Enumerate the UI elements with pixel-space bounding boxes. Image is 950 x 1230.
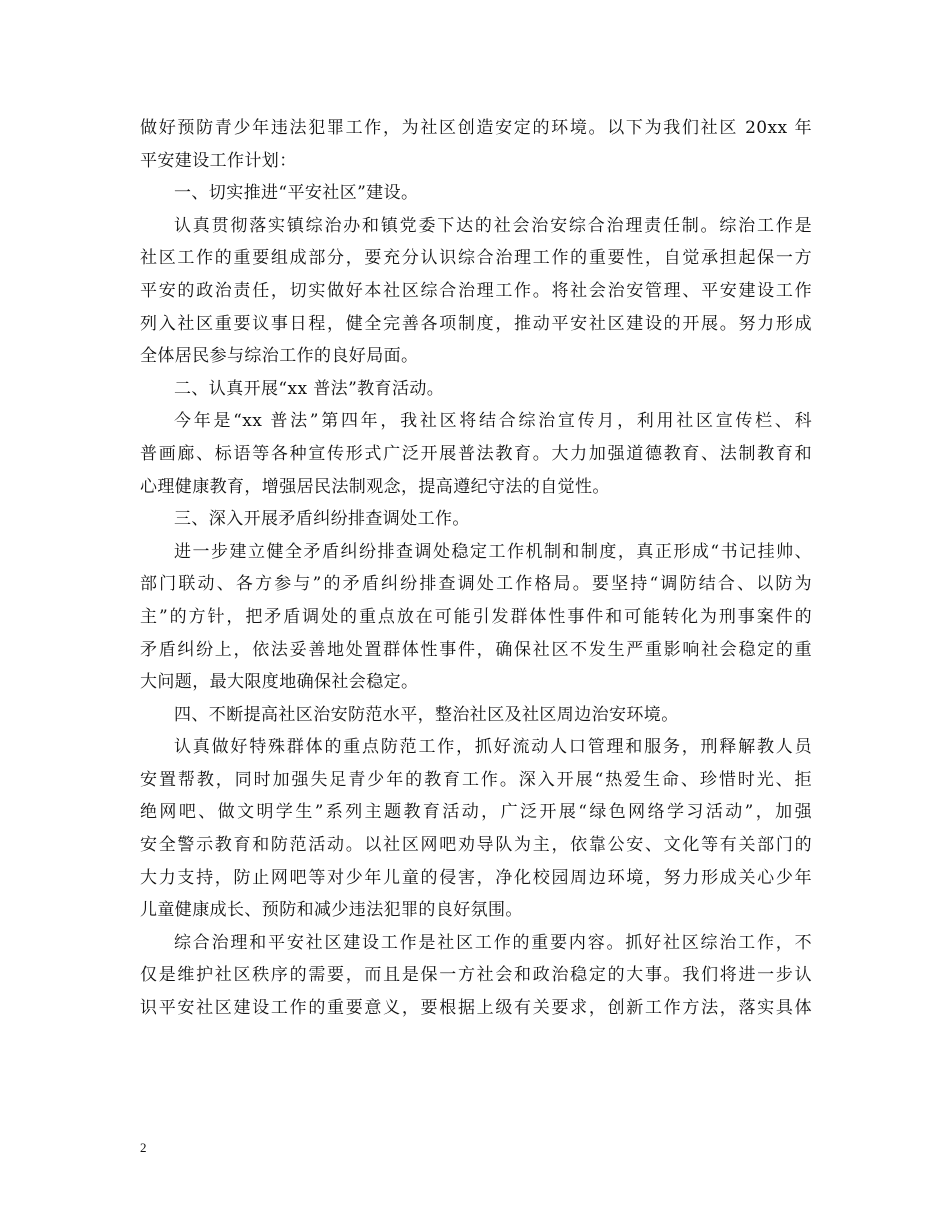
text-line: 认真做好特殊群体的重点防范工作，抓好流动人口管理和服务，刑释解教人员 <box>174 737 812 758</box>
text-line: 安置帮教，同时加强失足青少年的教育工作。深入开展“热爱生命、珍惜时光、拒 <box>140 769 812 790</box>
text-line: 四、不断提高社区治安防范水平，整治社区及社区周边治安环境。 <box>174 704 679 725</box>
text-line: 仅是维护社区秩序的需要，而且是保一方社会和政治稳定的大事。我们将进一步认 <box>140 965 812 986</box>
text-line: 大问题，最大限度地确保社会稳定。 <box>140 672 419 693</box>
text-line: 综合治理和平安社区建设工作是社区工作的重要内容。抓好社区综治工作，不 <box>174 932 812 953</box>
text-line: 安全警示教育和防范活动。以社区网吧劝导队为主，依靠公安、文化等有关部门的 <box>140 835 812 856</box>
text-line: 认真贯彻落实镇综治办和镇党委下达的社会治安综合治理责任制。综治工作是 <box>174 215 812 236</box>
text-line: 全体居民参与综治工作的良好局面。 <box>140 346 419 367</box>
text-line: 进一步建立健全矛盾纠纷排查调处稳定工作机制和制度，真正形成“书记挂帅、 <box>174 541 812 562</box>
text-line: 儿童健康成长、预防和减少违法犯罪的良好氛围。 <box>140 900 523 921</box>
text-line: 绝网吧、做文明学生”系列主题教育活动，广泛开展“绿色网络学习活动”，加强 <box>140 802 812 823</box>
text-line: 平安的政治责任，切实做好本社区综合治理工作。将社会治安管理、平安建设工作 <box>140 280 812 301</box>
text-line: 部门联动、各方参与”的矛盾纠纷排查调处工作格局。要坚持“调防结合、以防为 <box>140 574 812 595</box>
text-line: 列入社区重要议事日程，健全完善各项制度，推动平安社区建设的开展。努力形成 <box>140 313 812 334</box>
text-line: 平安建设工作计划： <box>140 150 297 171</box>
document-body <box>140 112 812 1025</box>
text-line: 三、深入开展矛盾纠纷排查调处工作。 <box>174 509 470 530</box>
text-line: 心理健康教育，增强居民法制观念，提高遵纪守法的自觉性。 <box>140 476 610 497</box>
text-line: 一、切实推进“平安社区”建设。 <box>174 183 419 204</box>
text-line: 今年是“xx 普法”第四年，我社区将结合综治宣传月，利用社区宣传栏、科 <box>174 411 812 432</box>
text-line: 大力支持，防止网吧等对少年儿童的侵害，净化校园周边环境，努力形成关心少年 <box>140 867 812 888</box>
text-line: 识平安社区建设工作的重要意义，要根据上级有关要求，创新工作方法，落实具体 <box>140 998 812 1019</box>
text-line: 普画廊、标语等各种宣传形式广泛开展普法教育。大力加强道德教育、法制教育和 <box>140 443 812 464</box>
text-line: 社区工作的重要组成部分，要充分认识综合治理工作的重要性，自觉承担起保一方 <box>140 248 812 269</box>
text-line: 做好预防青少年违法犯罪工作，为社区创造安定的环境。以下为我们社区 20xx 年 <box>140 118 812 138</box>
page-number: 2 <box>140 1140 147 1155</box>
text-line: 矛盾纠纷上，依法妥善地处置群体性事件，确保社区不发生严重影响社会稳定的重 <box>140 639 812 660</box>
text-line: 二、认真开展“xx 普法”教育活动。 <box>174 378 445 399</box>
text-line: 主”的方针，把矛盾调处的重点放在可能引发群体性事件和可能转化为刑事案件的 <box>140 606 812 627</box>
